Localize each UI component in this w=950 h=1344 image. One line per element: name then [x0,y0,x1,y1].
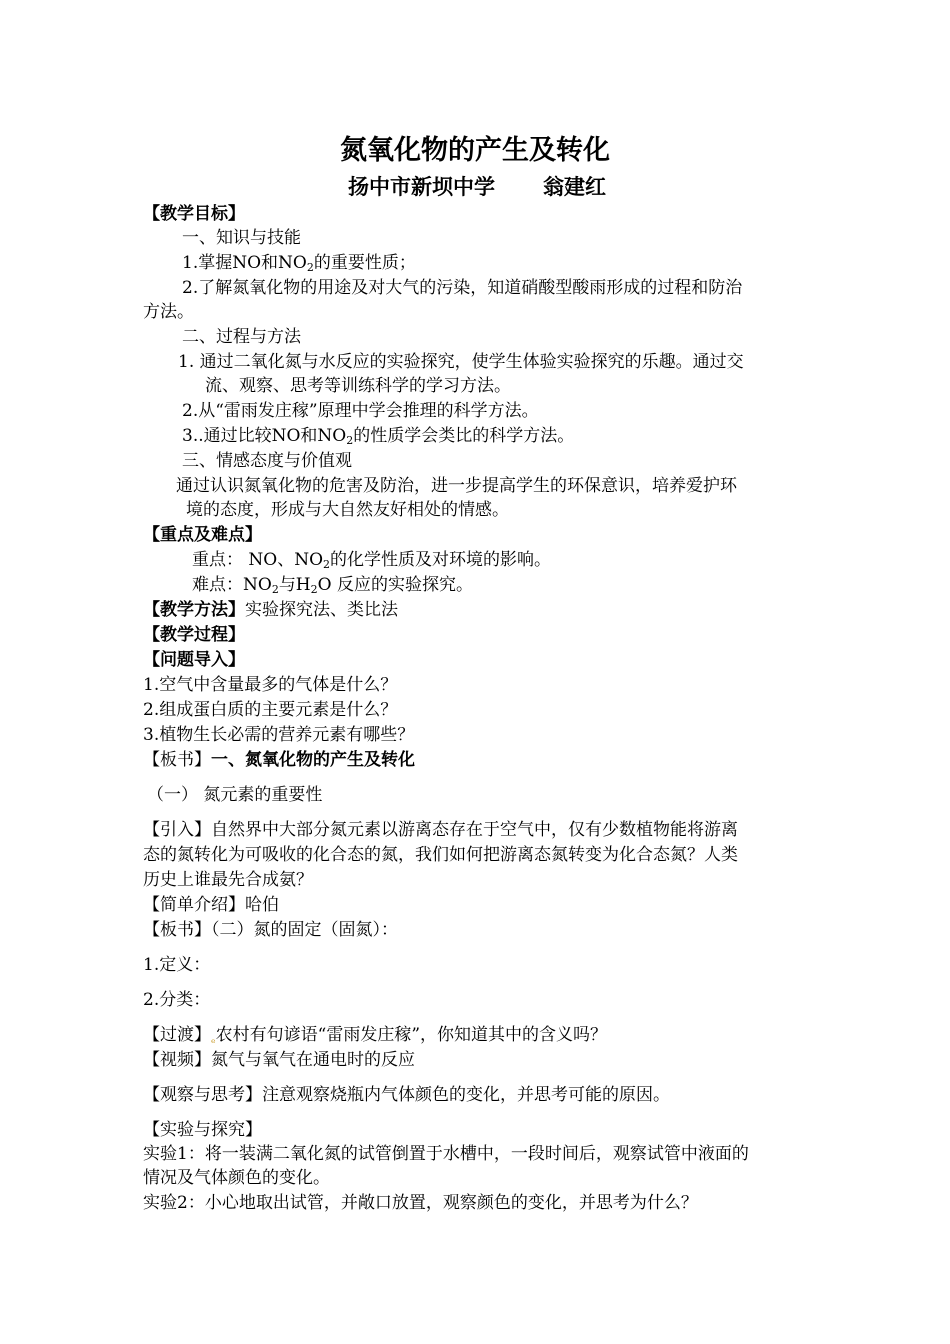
process-item-3-text: 3..通过比较NO和NO [182,426,347,446]
lead-in-text: 自然界中大部分氮元素以游离态存在于空气中，仅有少数植物能将游离 [211,820,738,840]
process-item-3-text-end: 的性质学会类比的科学方法。 [353,426,575,446]
observe-text: 注意观察烧瓶内气体颜色的变化，并思考可能的原因。 [262,1085,670,1105]
subscript: 2 [310,583,318,596]
author-line [348,173,606,201]
method-line [143,598,398,622]
board-line-2 [143,918,398,942]
video-text: 氮气与氧气在通电时的反应 [211,1050,415,1070]
school-name: 扬中市新坝中学 [348,175,495,199]
experiment-2: 实验2：小心地取出试管，并敞口放置，观察颜色的变化，并思考为什么？ [143,1193,698,1213]
brief-label: 【简单介绍】 [143,895,245,915]
lead-in-line-2: 态的氮转化为可吸收的化合态的氮，我们如何把游离态氮转变为化合态氮？人类 [143,845,738,865]
key-point-text-end: 的化学性质及对环境的影响。 [330,550,552,570]
board-label: 【板书】 [143,920,211,940]
experiment-heading: 【实验与探究】 [143,1120,262,1140]
key-points-heading: 【重点及难点】 [143,525,262,545]
subscript: 2 [346,434,354,447]
question-1: 1.空气中含量最多的气体是什么？ [143,675,398,695]
page-title: 氮氧化物的产生及转化 [340,135,610,166]
subscript: 2 [271,583,279,596]
board-text: 一、氮氧化物的产生及转化 [211,750,415,770]
knowledge-item-2-line-1: 2.了解氮氧化物的用途及对大气的污染，知道硝酸型酸雨形成的过程和防治 [182,278,743,298]
emotion-heading: 三、情感态度与价值观 [182,451,352,471]
transition-text: 农村有句谚语“雷雨发庄稼”，你知道其中的含义吗？ [215,1025,608,1045]
observe-label: 【观察与思考】 [143,1085,262,1105]
lead-in-line-3: 历史上谁最先合成氨？ [143,870,313,890]
subscript: 2 [306,261,314,274]
goals-heading: 【教学目标】 [143,204,245,224]
board-label: 【板书】 [143,750,211,770]
process-heading: 【教学过程】 [143,625,245,645]
method-text: 实验探究法、类比法 [245,600,398,620]
section-1-heading: （一） 氮元素的重要性 [147,785,323,805]
board-text: （二）氮的固定（固氮）： [211,920,398,940]
brief-line [143,893,279,917]
difficult-point-text-end: O 反应的实验探究。 [317,575,473,595]
process-item-1-line-1: 1. 通过二氧化氮与水反应的实验探究，使学生体验实验探究的乐趣。通过交 [178,352,744,372]
transition-label: 【过渡】 [143,1025,211,1045]
video-line [143,1048,415,1072]
process-method-heading: 二、过程与方法 [182,327,301,347]
difficult-point-text-mid: 与H [278,575,311,595]
knowledge-item-1-text-end: 的重要性质； [313,253,416,273]
question-3: 3.植物生长必需的营养元素有哪些？ [143,725,415,745]
observe-line [143,1083,670,1107]
lead-in-label: 【引入】 [143,820,211,840]
key-point-text: 重点： NO、NO [192,550,324,570]
knowledge-item-1-text: 1.掌握NO和NO [182,253,307,273]
intro-questions-heading: 【问题导入】 [143,650,245,670]
difficult-point-text: 难点：NO [192,575,272,595]
definition-line: 1.定义： [143,955,211,975]
question-2: 2.组成蛋白质的主要元素是什么？ [143,700,398,720]
video-label: 【视频】 [143,1050,211,1070]
transition-line [143,1023,607,1051]
knowledge-item-2-line-2: 方法。 [143,302,194,322]
process-item-1-line-2: 流、观察、思考等训练科学的学习方法。 [205,376,511,396]
experiment-1-line-2: 情况及气体颜色的变化。 [143,1168,330,1188]
subscript: 2 [323,558,331,571]
process-item-2: 2.从“雷雨发庄稼”原理中学会推理的科学方法。 [182,401,539,421]
emotion-line-2: 境的态度，形成与大自然友好相处的情感。 [186,500,509,520]
method-heading: 【教学方法】 [143,600,245,620]
edit-mark-icon: ₑ [211,1032,216,1046]
lead-in-line-1 [143,818,738,842]
board-line-1 [143,748,415,772]
brief-text: 哈伯 [245,895,279,915]
author-name: 翁建红 [543,175,606,199]
emotion-line-1: 通过认识氮氧化物的危害及防治，进一步提高学生的环保意识，培养爱护环 [176,476,737,496]
knowledge-heading: 一、知识与技能 [182,228,301,248]
classification-line: 2.分类： [143,990,211,1010]
experiment-1-line-1: 实验1：将一装满二氧化氮的试管倒置于水槽中，一段时间后，观察试管中液面的 [143,1144,749,1164]
